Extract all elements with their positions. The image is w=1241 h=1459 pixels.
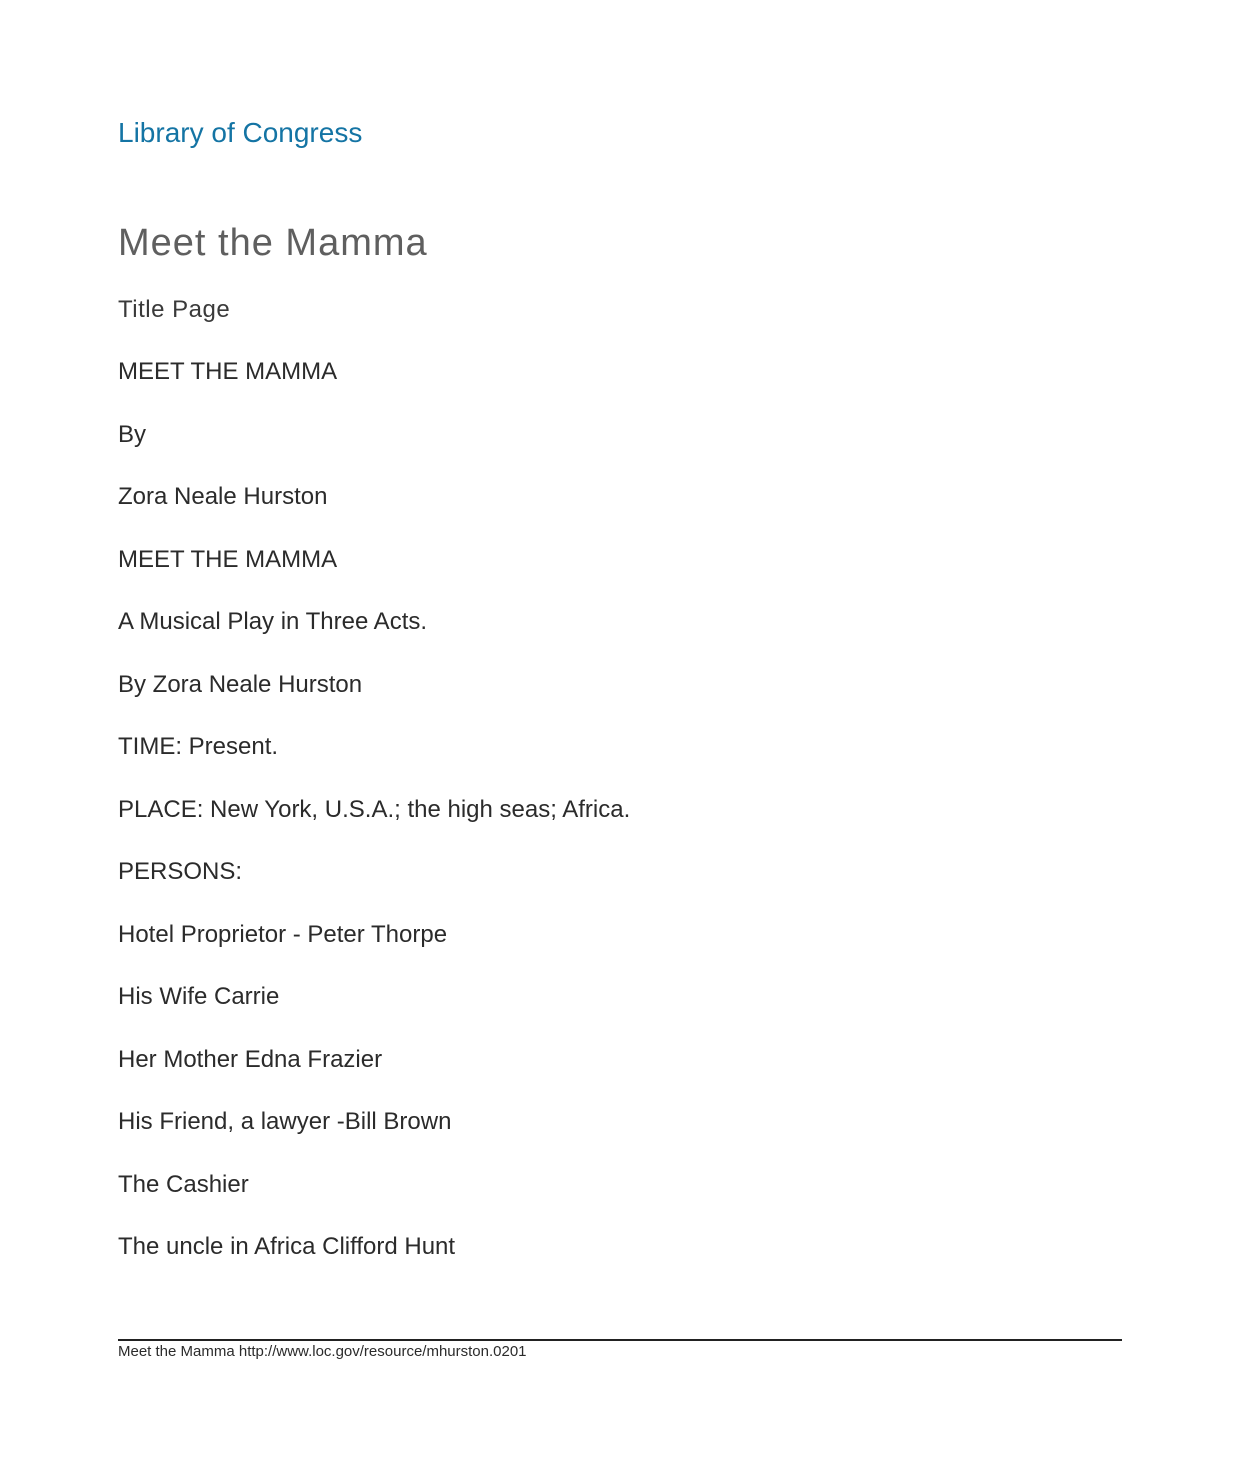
line-by: By [118,420,147,448]
line-person: Her Mother Edna Frazier [118,1045,383,1073]
footer-divider [118,1339,1122,1341]
line-subtitle: A Musical Play in Three Acts. [118,608,428,635]
line-play-title: MEET THE MAMMA [118,358,338,385]
footer-citation: Meet the Mamma http://www.loc.gov/resource/mhurston.0201 [118,1343,527,1360]
line-person: The Cashier [118,1170,249,1198]
line-person: Hotel Proprietor - Peter Thorpe [118,920,448,948]
line-play-title-repeat: MEET THE MAMMA [118,545,338,573]
line-by-author: By Zora Neale Hurston [118,670,363,698]
line-time: TIME: Present. [118,733,279,760]
line-place: PLACE: New York, U.S.A.; the high seas; Africa. [118,795,631,823]
line-person: His Friend, a lawyer -Bill Brown [118,1108,452,1135]
line-person: His Wife Carrie [118,983,280,1010]
site-name-link[interactable]: Library of Congress [118,117,363,148]
line-author: Zora Neale Hurston [118,483,328,510]
line-persons-heading: PERSONS: [118,858,243,885]
document-title: Meet the Mamma [118,222,428,264]
section-label: Title Page [118,296,231,323]
line-person: The uncle in Africa Clifford Hunt [118,1233,456,1260]
title-page-lines [118,356,630,1294]
